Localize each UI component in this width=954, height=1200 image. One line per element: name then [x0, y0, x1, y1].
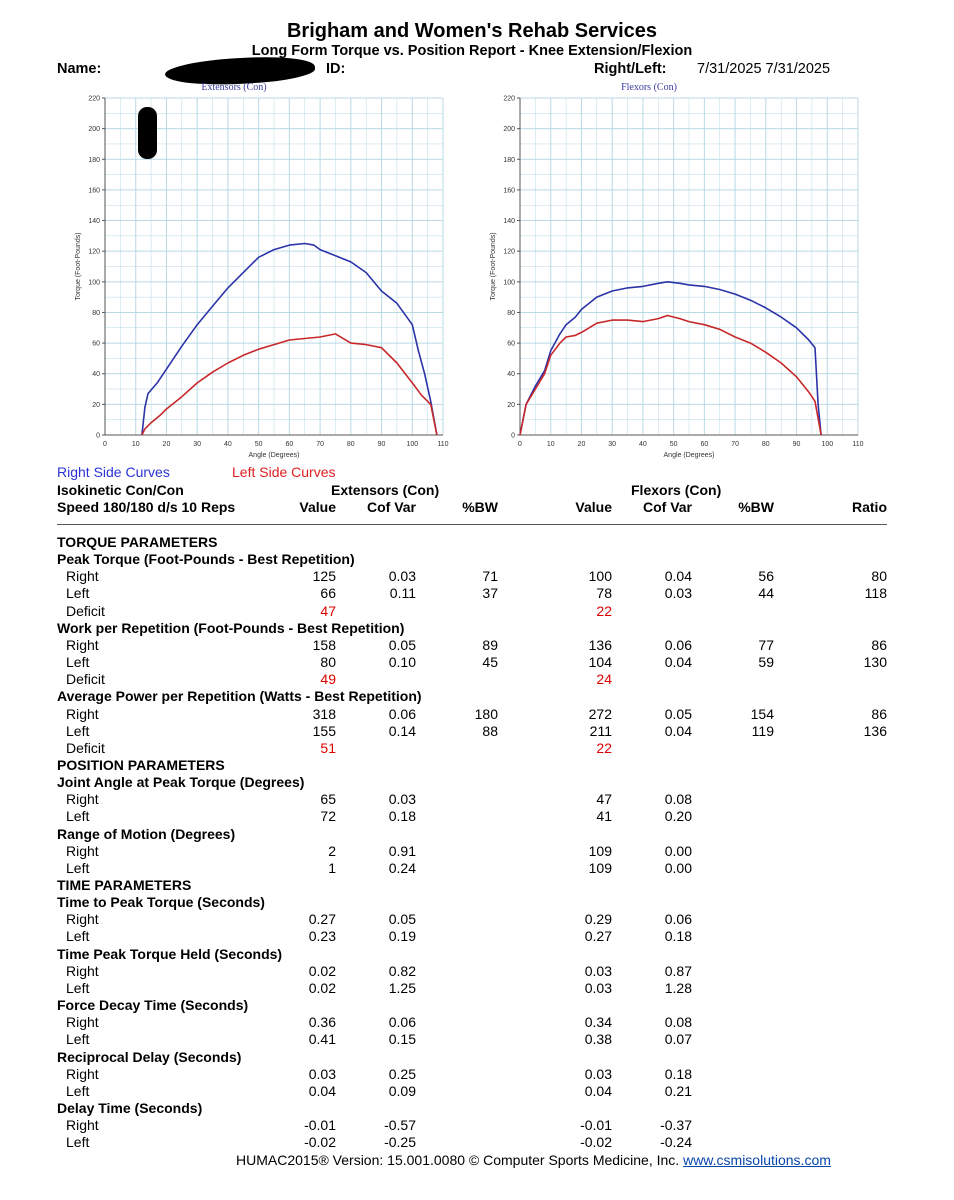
cell-fv: -0.02 — [580, 1134, 612, 1151]
report-title: Brigham and Women's Rehab Services — [286, 20, 658, 42]
x-tick-label: 110 — [852, 441, 864, 448]
side-label: Left — [66, 1031, 90, 1048]
cell-eb: 89 — [482, 636, 498, 653]
cell-fb: 154 — [750, 705, 774, 722]
y-tick-label: 200 — [88, 126, 100, 134]
deficit-label: Deficit — [66, 739, 105, 756]
x-tick-label: 90 — [377, 441, 386, 448]
extensors-chart — [70, 78, 470, 468]
y-tick-label: 40 — [507, 371, 515, 379]
cell-ratio: 130 — [863, 654, 887, 671]
y-axis-label: Torque (Foot-Pounds) — [75, 232, 82, 301]
cell-ev: 51 — [320, 739, 336, 756]
y-tick-label: 100 — [503, 279, 515, 287]
x-tick-label: 70 — [316, 441, 324, 448]
parameter-heading: Reciprocal Delay (Seconds) — [57, 1048, 242, 1065]
y-tick-label: 160 — [503, 187, 515, 195]
cell-fc: 0.20 — [664, 808, 692, 825]
y-tick-label: 0 — [96, 432, 100, 440]
cell-ec: 0.91 — [388, 842, 416, 859]
side-label: Right — [66, 1065, 99, 1082]
cell-fb: 119 — [751, 722, 774, 739]
x-tick-label: 100 — [406, 441, 419, 448]
x-tick-label: 40 — [224, 441, 232, 448]
x-tick-label: 70 — [731, 441, 739, 448]
cell-ev: 0.03 — [308, 1065, 336, 1082]
cell-fv: 24 — [596, 671, 612, 688]
cell-ec: -0.57 — [384, 1117, 416, 1134]
parameter-heading: Time to Peak Torque (Seconds) — [57, 894, 265, 911]
cell-fc: -0.37 — [660, 1117, 692, 1134]
cell-ratio: 118 — [864, 585, 887, 602]
cell-eb: 71 — [482, 568, 498, 585]
cell-fb: 77 — [758, 636, 774, 653]
cell-fv: 136 — [588, 636, 612, 653]
side-label: Right — [66, 791, 99, 808]
x-tick-label: 20 — [577, 441, 586, 448]
y-tick-label: 140 — [503, 218, 515, 226]
x-tick-label: 50 — [254, 441, 263, 448]
cell-fv: 0.27 — [584, 928, 612, 945]
cell-fc: -0.24 — [660, 1134, 692, 1151]
side-label: Left — [66, 722, 90, 739]
side-label: Right — [66, 911, 99, 928]
cell-fc: 0.04 — [664, 568, 692, 585]
parameter-heading: Work per Repetition (Foot-Pounds - Best Repetition) — [57, 619, 405, 636]
cell-fv: 100 — [588, 568, 612, 585]
section-heading: TORQUE PARAMETERS — [57, 534, 218, 550]
y-tick-label: 140 — [88, 218, 100, 226]
side-label: Left — [66, 654, 90, 671]
cell-fv: 0.03 — [584, 979, 612, 996]
y-axis-label: Torque (Foot-Pounds) — [490, 232, 497, 301]
x-tick-label: 90 — [792, 441, 801, 448]
x-tick-label: 0 — [518, 441, 522, 448]
cell-fc: 0.00 — [664, 842, 692, 859]
cell-ec: 0.05 — [388, 911, 416, 928]
name-label: Name: — [57, 61, 102, 77]
section-heading: TIME PARAMETERS — [57, 877, 192, 893]
test-dates: 7/31/2025 7/31/2025 — [697, 61, 831, 77]
cell-ev: 47 — [320, 602, 336, 619]
cell-fv: 0.29 — [584, 911, 612, 928]
cell-ev: 0.02 — [308, 962, 336, 979]
y-tick-label: 100 — [88, 279, 100, 287]
cell-ev: 65 — [320, 791, 336, 808]
side-label: Right — [66, 1014, 99, 1031]
y-tick-label: 180 — [503, 156, 515, 164]
cell-fv: 0.03 — [584, 1065, 612, 1082]
cell-fc: 1.28 — [664, 979, 692, 996]
header-divider — [57, 524, 887, 525]
cell-ev: 0.04 — [308, 1082, 336, 1099]
flex-value-header: Value — [575, 499, 612, 515]
y-tick-label: 40 — [92, 371, 100, 379]
cell-fc: 0.04 — [664, 654, 692, 671]
y-tick-label: 220 — [503, 95, 515, 103]
cell-ratio: 136 — [863, 722, 887, 739]
x-tick-label: 80 — [346, 441, 355, 448]
cell-fv: 104 — [588, 654, 612, 671]
cell-ec: 0.10 — [388, 654, 416, 671]
cell-fv: 0.03 — [584, 962, 612, 979]
x-tick-label: 60 — [285, 441, 294, 448]
cell-ev: 2 — [328, 842, 336, 859]
cell-ev: 49 — [320, 671, 336, 688]
ext-bw-header: %BW — [462, 499, 498, 515]
x-tick-label: 30 — [193, 441, 202, 448]
side-label: Right — [66, 636, 99, 653]
cell-ec: 0.06 — [388, 1014, 416, 1031]
y-tick-label: 60 — [92, 340, 100, 348]
cell-ec: 0.18 — [388, 808, 416, 825]
cell-ec: 0.09 — [388, 1082, 416, 1099]
cell-ec: 0.03 — [388, 791, 416, 808]
x-tick-label: 20 — [162, 441, 171, 448]
cell-eb: 88 — [482, 722, 498, 739]
cell-ec: 0.11 — [389, 585, 416, 602]
cell-ev: 0.02 — [308, 979, 336, 996]
cell-fc: 0.87 — [664, 962, 692, 979]
side-label: Left — [66, 1134, 90, 1151]
cell-fv: 0.34 — [584, 1014, 612, 1031]
x-tick-label: 0 — [103, 441, 107, 448]
x-tick-label: 30 — [608, 441, 617, 448]
y-tick-label: 160 — [88, 187, 100, 195]
x-tick-label: 100 — [821, 441, 834, 448]
y-tick-label: 120 — [88, 248, 100, 256]
cell-ec: -0.25 — [384, 1134, 416, 1151]
side-label: Right — [66, 568, 99, 585]
side-label: Left — [66, 1082, 90, 1099]
parameter-heading: Average Power per Repetition (Watts - Best Repetition) — [57, 688, 422, 705]
csmi-link[interactable]: www.csmisolutions.com — [683, 1152, 831, 1168]
cell-eb: 37 — [482, 585, 498, 602]
deficit-label: Deficit — [66, 671, 105, 688]
cell-ec: 0.14 — [388, 722, 416, 739]
side-label: Right — [66, 1117, 99, 1134]
flexors-chart — [485, 78, 885, 468]
cell-fc: 0.18 — [664, 928, 692, 945]
x-axis-label: Angle (Degrees) — [663, 452, 715, 459]
cell-ev: 80 — [320, 654, 336, 671]
cell-fc: 0.03 — [664, 585, 692, 602]
cell-ratio: 80 — [871, 568, 887, 585]
cell-eb: 180 — [474, 705, 498, 722]
cell-ev: 0.41 — [308, 1031, 336, 1048]
x-tick-label: 10 — [546, 441, 555, 448]
side-label: Right — [66, 842, 99, 859]
y-tick-label: 0 — [511, 432, 515, 440]
cell-ec: 0.15 — [388, 1031, 416, 1048]
deficit-label: Deficit — [66, 602, 105, 619]
cell-ev: 0.23 — [308, 928, 336, 945]
footer — [236, 1152, 831, 1168]
cell-ec: 0.03 — [388, 568, 416, 585]
cell-fc: 0.08 — [664, 791, 692, 808]
y-tick-label: 180 — [88, 156, 100, 164]
y-tick-label: 220 — [88, 95, 100, 103]
cell-fv: 41 — [596, 808, 612, 825]
cell-fv: 78 — [596, 585, 612, 602]
cell-fc: 0.18 — [664, 1065, 692, 1082]
y-tick-label: 20 — [507, 401, 515, 409]
report-subtitle: Long Form Torque vs. Position Report - Knee Extension/Flexion — [251, 43, 693, 59]
x-tick-label: 50 — [669, 441, 678, 448]
legend-left-side: Left Side Curves — [232, 464, 336, 480]
cell-ev: 1 — [328, 859, 336, 876]
ratio-header: Ratio — [852, 499, 887, 515]
cell-fv: 272 — [588, 705, 612, 722]
cell-fc: 0.21 — [664, 1082, 692, 1099]
cell-fb: 59 — [758, 654, 774, 671]
cell-ev: 66 — [320, 585, 336, 602]
cell-ec: 0.24 — [388, 859, 416, 876]
cell-fc: 0.07 — [664, 1031, 692, 1048]
y-tick-label: 120 — [503, 248, 515, 256]
cell-fv: 0.04 — [584, 1082, 612, 1099]
cell-fv: 211 — [589, 722, 612, 739]
extensors-group-header: Extensors (Con) — [331, 482, 440, 498]
isokinetic-label: Isokinetic Con/Con — [57, 482, 184, 498]
cell-fb: 44 — [758, 585, 774, 602]
cell-fc: 0.08 — [664, 1014, 692, 1031]
cell-eb: 45 — [482, 654, 498, 671]
cell-ec: 0.25 — [388, 1065, 416, 1082]
x-tick-label: 10 — [131, 441, 140, 448]
side-label: Right — [66, 962, 99, 979]
chart-redaction — [138, 107, 157, 159]
cell-ev: 155 — [312, 722, 336, 739]
cell-ratio: 86 — [871, 636, 887, 653]
side-label: Left — [66, 859, 90, 876]
chart-title: Extensors (Con) — [201, 82, 267, 93]
cell-fc: 0.06 — [664, 911, 692, 928]
side-label: Right/Left: — [594, 61, 667, 77]
cell-ec: 0.05 — [388, 636, 416, 653]
x-tick-label: 110 — [437, 441, 449, 448]
side-label: Left — [66, 928, 90, 945]
cell-fv: 109 — [588, 842, 612, 859]
parameter-heading: Peak Torque (Foot-Pounds - Best Repetition) — [57, 551, 355, 568]
chart-title: Flexors (Con) — [621, 82, 677, 93]
cell-ev: 0.36 — [308, 1014, 336, 1031]
cell-ec: 0.19 — [388, 928, 416, 945]
footer-text: HUMAC2015® Version: 15.001.0080 © Computer Sports Medicine, Inc. — [236, 1152, 684, 1168]
legend-right-side: Right Side Curves — [57, 464, 170, 480]
cell-fv: 22 — [596, 739, 612, 756]
flexors-group-header: Flexors (Con) — [631, 482, 722, 498]
cell-ec: 0.82 — [388, 962, 416, 979]
cell-fv: 109 — [588, 859, 612, 876]
parameter-heading: Range of Motion (Degrees) — [57, 825, 236, 842]
cell-fv: 0.38 — [584, 1031, 612, 1048]
section-heading: POSITION PARAMETERS — [57, 756, 225, 773]
ext-value-header: Value — [299, 499, 336, 515]
y-tick-label: 80 — [507, 309, 515, 317]
parameter-heading: Time Peak Torque Held (Seconds) — [57, 945, 283, 962]
cell-fc: 0.06 — [664, 636, 692, 653]
flex-cofvar-header: Cof Var — [642, 499, 692, 515]
side-label: Left — [66, 585, 90, 602]
cell-ev: 318 — [312, 705, 336, 722]
cell-ev: 158 — [312, 636, 336, 653]
cell-ev: 72 — [320, 808, 336, 825]
cell-ratio: 86 — [871, 705, 887, 722]
id-label: ID: — [326, 61, 346, 77]
cell-fv: -0.01 — [580, 1117, 612, 1134]
cell-ev: 0.27 — [308, 911, 336, 928]
series-left-curve — [520, 316, 821, 436]
cell-fc: 0.05 — [664, 705, 692, 722]
cell-ec: 0.06 — [388, 705, 416, 722]
cell-fc: 0.04 — [664, 722, 692, 739]
x-tick-label: 60 — [700, 441, 709, 448]
cell-fv: 47 — [596, 791, 612, 808]
ext-cofvar-header: Cof Var — [366, 499, 416, 515]
parameter-heading: Delay Time (Seconds) — [57, 1099, 203, 1116]
side-label: Right — [66, 705, 99, 722]
cell-ev: 125 — [312, 568, 336, 585]
cell-ec: 1.25 — [388, 979, 416, 996]
y-tick-label: 200 — [503, 126, 515, 134]
cell-fc: 0.00 — [664, 859, 692, 876]
x-tick-label: 80 — [761, 441, 770, 448]
parameters-table — [0, 479, 954, 1179]
cell-fb: 56 — [758, 568, 774, 585]
y-tick-label: 80 — [92, 309, 100, 317]
speed-label: Speed 180/180 d/s 10 Reps — [57, 499, 236, 515]
cell-ev: -0.01 — [304, 1117, 336, 1134]
side-label: Left — [66, 979, 90, 996]
cell-fv: 22 — [596, 602, 612, 619]
side-label: Left — [66, 808, 90, 825]
x-tick-label: 40 — [639, 441, 647, 448]
cell-ev: -0.02 — [304, 1134, 336, 1151]
parameter-heading: Force Decay Time (Seconds) — [57, 997, 249, 1014]
x-axis-label: Angle (Degrees) — [248, 452, 300, 459]
flex-bw-header: %BW — [738, 499, 774, 515]
y-tick-label: 60 — [507, 340, 515, 348]
y-tick-label: 20 — [92, 401, 100, 409]
parameter-heading: Joint Angle at Peak Torque (Degrees) — [57, 774, 305, 791]
